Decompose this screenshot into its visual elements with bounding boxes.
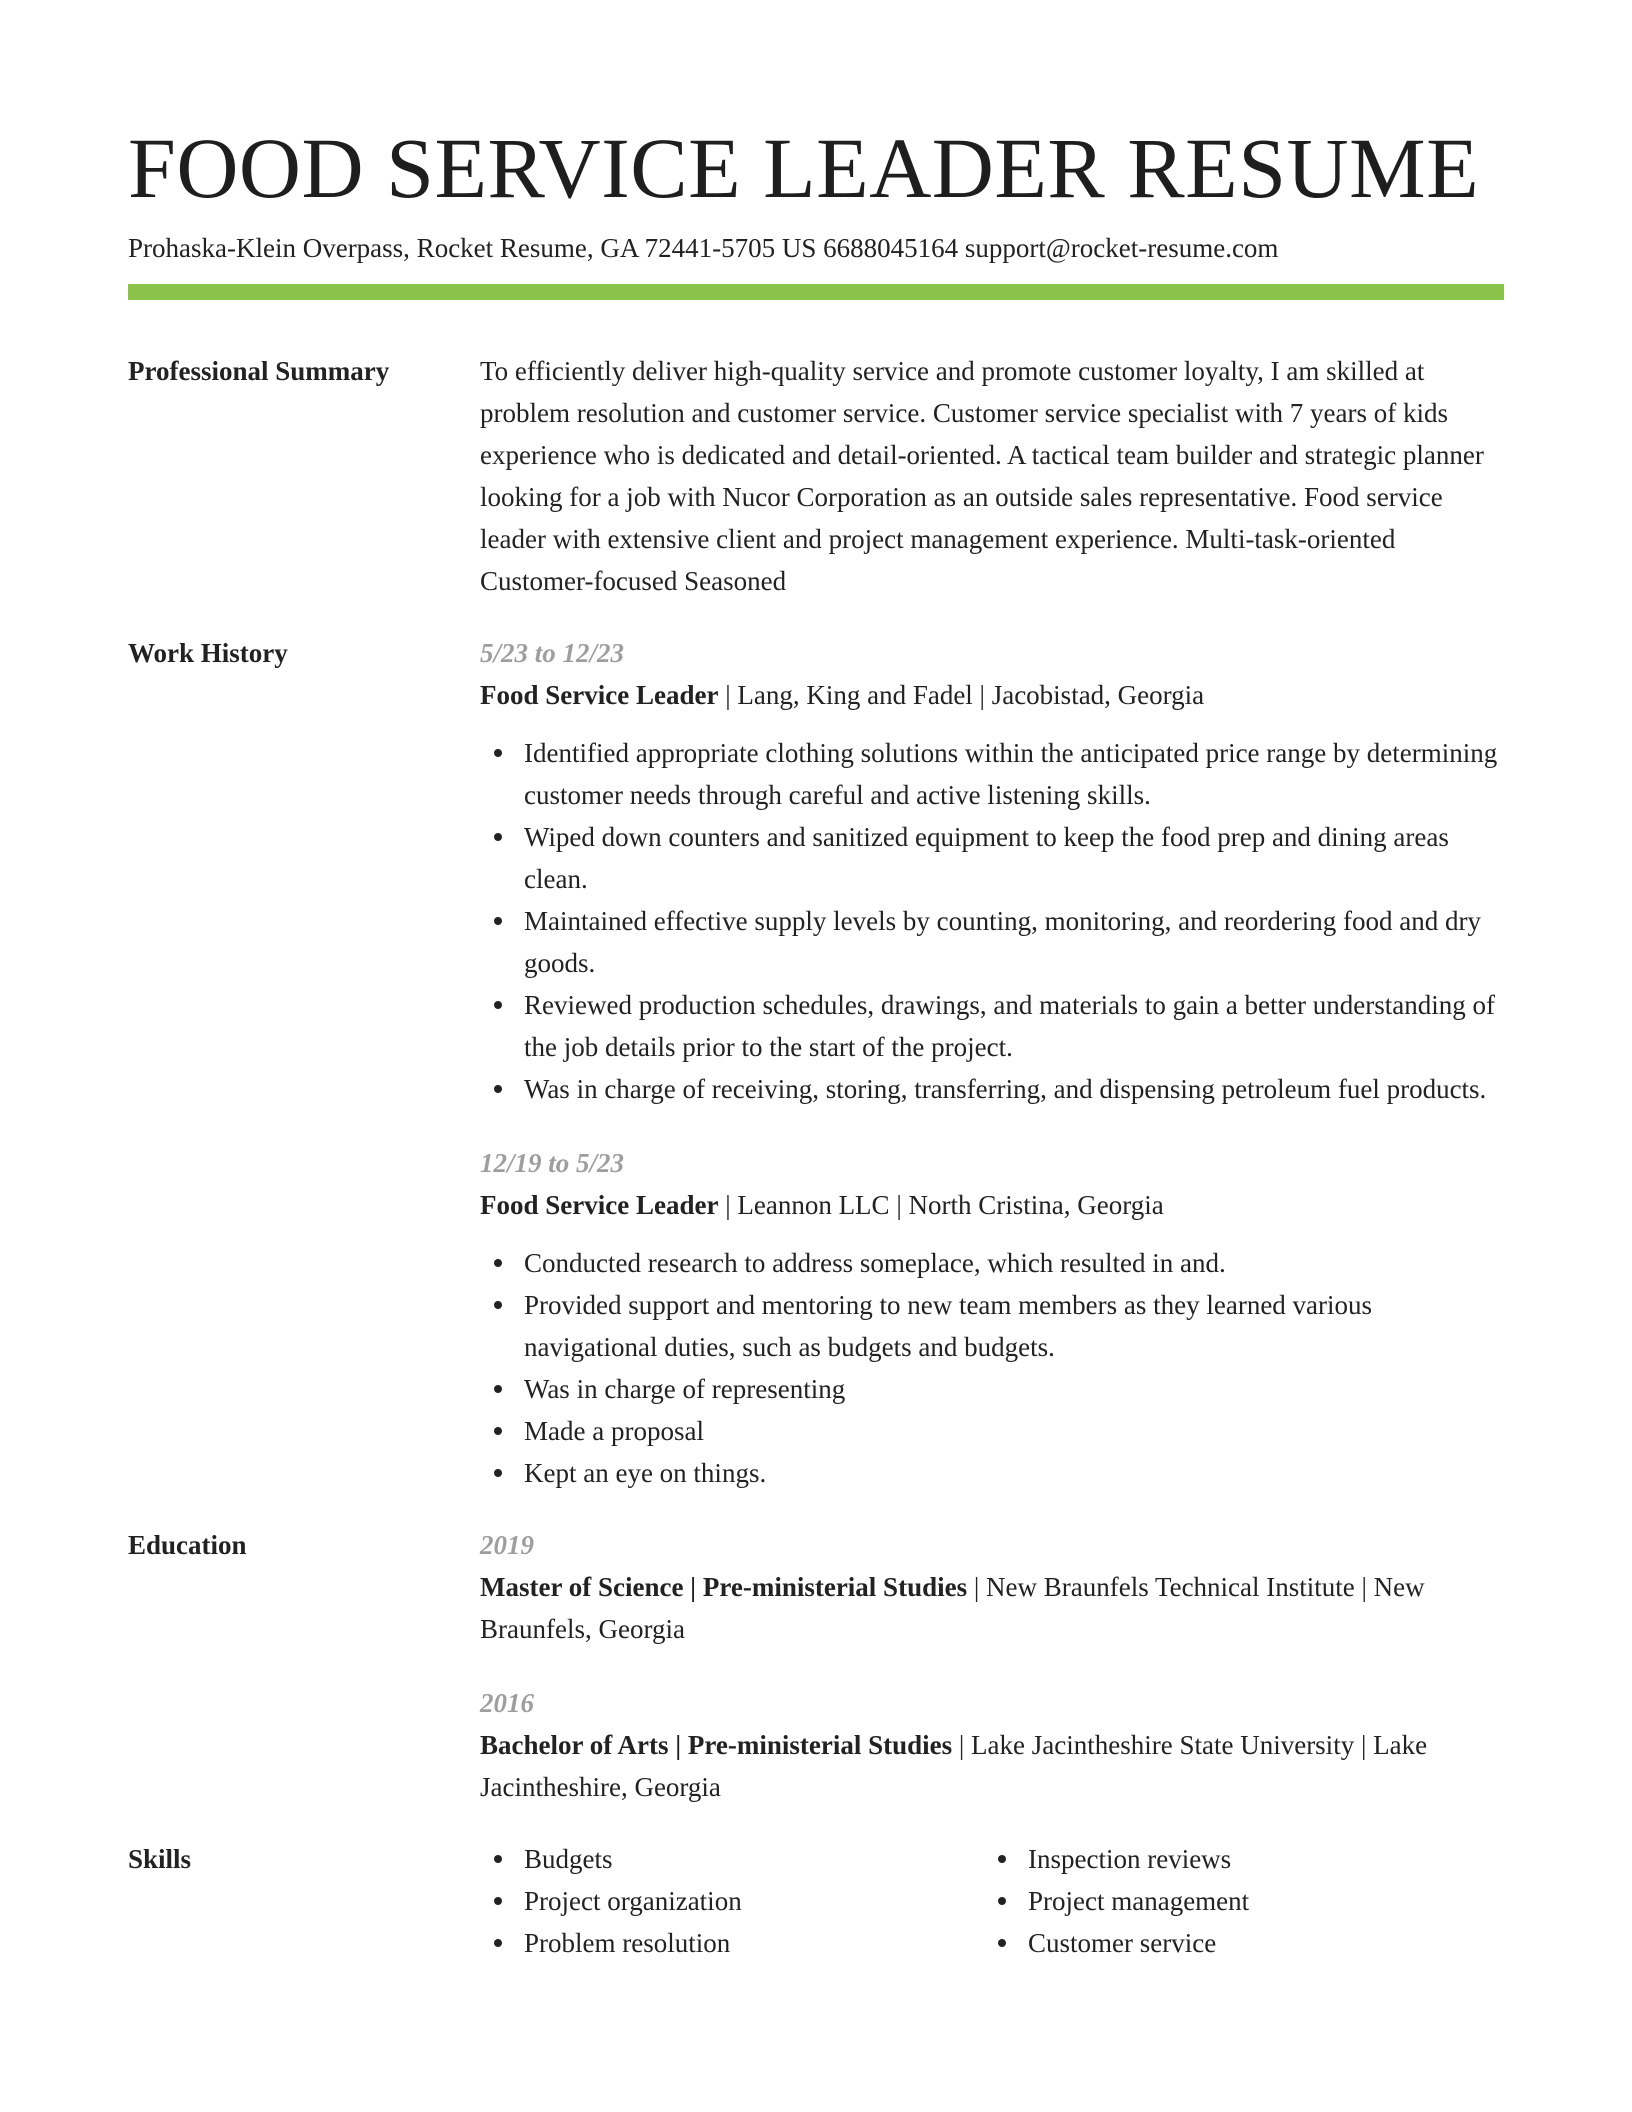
education-year: 2019 <box>480 1530 534 1560</box>
header-divider <box>128 284 1504 300</box>
job-dates: 5/23 to 12/23 <box>480 638 625 668</box>
list-item: Reviewed production schedules, drawings, and materials to gain a better understanding of the job details prior to the start of the project. <box>480 984 1504 1068</box>
education-heading-line <box>480 1724 1504 1808</box>
list-item: Problem resolution <box>480 1922 984 1964</box>
degree-title: Bachelor of Arts | Pre-ministerial Studies <box>480 1730 953 1760</box>
skills-list-left <box>480 1838 984 1964</box>
education-entry <box>480 1524 1504 1650</box>
list-item: Project management <box>984 1880 1488 1922</box>
list-item: Budgets <box>480 1838 984 1880</box>
list-item: Customer service <box>984 1922 1488 1964</box>
education-year: 2016 <box>480 1688 534 1718</box>
job-duties-list <box>480 732 1504 1110</box>
skills-body <box>480 1838 1504 1964</box>
list-item: Was in charge of receiving, storing, transferring, and dispensing petroleum fuel products. <box>480 1068 1504 1110</box>
school-location: | Lake Jacintheshire State University | Lake Jacintheshire, Georgia <box>480 1730 1428 1802</box>
education-heading: Education <box>128 1530 247 1560</box>
list-item: Identified appropriate clothing solutions within the anticipated price range by determining customer needs through careful and active listening skills. <box>480 732 1504 816</box>
summary-heading: Professional Summary <box>128 356 390 386</box>
skills-list-right <box>984 1838 1488 1964</box>
resume-title: FOOD SERVICE LEADER RESUME <box>128 120 1480 216</box>
job-entry <box>480 1142 1504 1494</box>
job-title: Food Service Leader <box>480 680 719 710</box>
job-employer-location: | Lang, King and Fadel | Jacobistad, Georgia <box>718 680 1205 710</box>
skills-heading: Skills <box>128 1844 192 1874</box>
resume-page <box>128 118 1504 1964</box>
education-heading-line <box>480 1566 1504 1650</box>
work-history-heading: Work History <box>128 638 288 668</box>
list-item: Was in charge of representing <box>480 1368 1504 1410</box>
job-entry <box>480 632 1504 1110</box>
summary-section <box>128 350 1504 602</box>
contact-line: Prohaska-Klein Overpass, Rocket Resume, GA 72441-5705 US 6688045164 support@rocket-resume.com <box>128 233 1279 263</box>
work-history-body <box>480 632 1504 1494</box>
list-item: Wiped down counters and sanitized equipment to keep the food prep and dining areas clean. <box>480 816 1504 900</box>
list-item: Inspection reviews <box>984 1838 1488 1880</box>
education-section <box>128 1524 1504 1808</box>
education-entry <box>480 1682 1504 1808</box>
job-employer-location: | Leannon LLC | North Cristina, Georgia <box>718 1190 1164 1220</box>
list-item: Conducted research to address someplace, which resulted in and. <box>480 1242 1504 1284</box>
job-duties-list <box>480 1242 1504 1494</box>
list-item: Project organization <box>480 1880 984 1922</box>
list-item: Kept an eye on things. <box>480 1452 1504 1494</box>
list-item: Made a proposal <box>480 1410 1504 1452</box>
job-dates: 12/19 to 5/23 <box>480 1148 625 1178</box>
job-heading <box>480 674 1504 716</box>
skills-section <box>128 1838 1504 1964</box>
school-location: | New Braunfels Technical Institute | New Braunfels, Georgia <box>480 1572 1425 1644</box>
job-heading <box>480 1184 1504 1226</box>
work-history-section <box>128 632 1504 1494</box>
degree-title: Master of Science | Pre-ministerial Studies <box>480 1572 968 1602</box>
list-item: Maintained effective supply levels by counting, monitoring, and reordering food and dry goods. <box>480 900 1504 984</box>
job-title: Food Service Leader <box>480 1190 719 1220</box>
summary-text: To efficiently deliver high-quality service and promote customer loyalty, I am skilled at problem resolution and customer service. Customer service specialist with 7 years of kids experience who is dedicated and detail-oriented. A tactical team builder and strategic planner looking for a job with Nucor Corporation as an outside sales representative. Food service leader with extensive client and project management experience. Multi-task-oriented Customer-focused Seasoned <box>480 356 1484 596</box>
education-body <box>480 1524 1504 1808</box>
list-item: Provided support and mentoring to new team members as they learned various navigational duties, such as budgets and budgets. <box>480 1284 1504 1368</box>
